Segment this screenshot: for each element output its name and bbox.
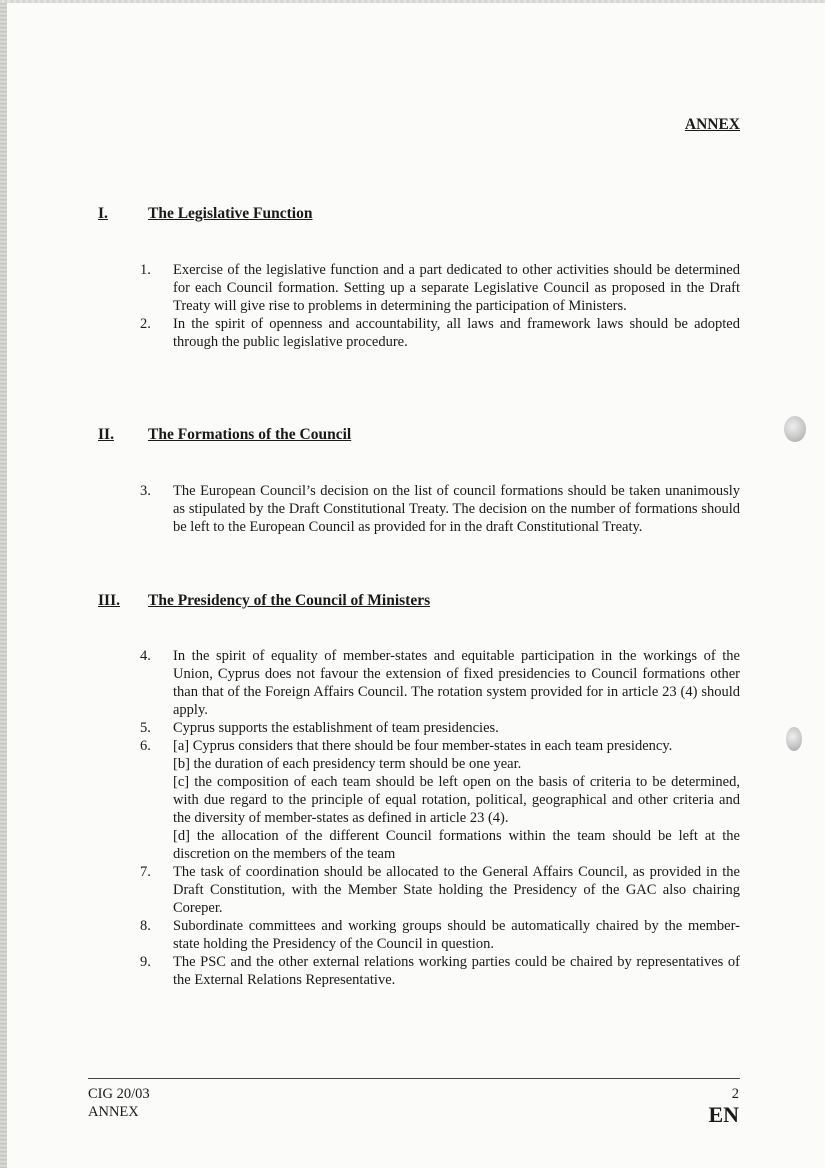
punch-hole-top bbox=[784, 416, 806, 442]
item-number: 9. bbox=[140, 954, 151, 970]
section-number: II. bbox=[98, 426, 114, 443]
item-text: In the spirit of openness and accountability, all laws and framework laws should be adopted through the public legislative procedure. bbox=[173, 316, 740, 350]
section-number: III. bbox=[98, 592, 120, 609]
item-number: 3. bbox=[140, 483, 151, 499]
section-2-items bbox=[140, 482, 740, 536]
footer-right bbox=[708, 1085, 739, 1127]
item-number: 8. bbox=[140, 918, 151, 934]
section-title: The Formations of the Council bbox=[148, 426, 352, 443]
item-text: Exercise of the legislative function and a part dedicated to other activities should be determined for each Council formation. Setting up a separate Legislative Council as proposed in the Draft Treaty will give rise to problems in determining the participation of Ministers. bbox=[173, 262, 740, 314]
item-subpara-c: [c] the composition of each team should be left open on the basis of criteria to be determined, with due regard to the principle of equal rotation, political, geographical and other criteria and the diversity of member-states as defined in article 23 (4). bbox=[173, 774, 740, 826]
item-number: 5. bbox=[140, 720, 151, 736]
item-number: 7. bbox=[140, 864, 151, 880]
item-number: 2. bbox=[140, 316, 151, 332]
list-item bbox=[140, 953, 740, 989]
footer-annex-label: ANNEX bbox=[88, 1104, 139, 1120]
footer-left bbox=[88, 1085, 150, 1121]
item-subpara-b: [b] the duration of each presidency term should be one year. bbox=[173, 756, 522, 772]
scan-left-edge bbox=[0, 0, 7, 1168]
list-item bbox=[140, 719, 740, 737]
footer-rule bbox=[88, 1078, 740, 1079]
section-heading-3 bbox=[98, 592, 430, 610]
section-title: The Presidency of the Council of Ministers bbox=[148, 592, 431, 609]
section-heading-1 bbox=[98, 205, 312, 223]
section-heading-2 bbox=[98, 426, 351, 444]
item-text: The PSC and the other external relations working parties could be chaired by representatives of the External Relations Representative. bbox=[173, 954, 740, 988]
list-item bbox=[140, 482, 740, 536]
list-item bbox=[140, 737, 740, 863]
doc-reference: CIG 20/03 bbox=[88, 1086, 150, 1102]
scan-top-edge bbox=[0, 0, 825, 3]
list-item bbox=[140, 261, 740, 315]
list-item bbox=[140, 315, 740, 351]
page-number: 2 bbox=[731, 1086, 739, 1102]
list-item bbox=[140, 917, 740, 953]
list-item bbox=[140, 863, 740, 917]
section-title: The Legislative Function bbox=[148, 205, 313, 222]
language-code: EN bbox=[708, 1102, 739, 1127]
section-1-items bbox=[140, 261, 740, 351]
item-text: The European Council’s decision on the list of council formations should be taken unanimously as stipulated by the Draft Constitutional Treaty. The decision on the number of formations should be left to the European Council as provided for in the draft Constitutional Treaty. bbox=[173, 483, 740, 535]
section-number: I. bbox=[98, 205, 108, 222]
item-subpara-a: [a] Cyprus considers that there should be four member-states in each team presidency. bbox=[173, 738, 673, 754]
item-subpara-d: [d] the allocation of the different Council formations within the team should be left at the discretion on the members of the team bbox=[173, 828, 740, 862]
item-text: In the spirit of equality of member-states and equitable participation in the workings of the Union, Cyprus does not favour the extension of fixed presidencies to Council formations other than that of the Foreign Affairs Council. The rotation system provided for in article 23 (4) should apply. bbox=[173, 648, 740, 718]
item-number: 6. bbox=[140, 738, 151, 754]
section-3-items bbox=[140, 647, 740, 989]
item-number: 1. bbox=[140, 262, 151, 278]
annex-title: ANNEX bbox=[684, 116, 740, 133]
item-number: 4. bbox=[140, 648, 151, 664]
item-text: Cyprus supports the establishment of team presidencies. bbox=[173, 720, 499, 736]
item-text: Subordinate committees and working groups should be automatically chaired by the member-state holding the Presidency of the Council in question. bbox=[173, 918, 740, 952]
list-item bbox=[140, 647, 740, 719]
punch-hole-bottom bbox=[786, 727, 802, 751]
item-text: The task of coordination should be allocated to the General Affairs Council, as provided in the Draft Constitution, with the Member State holding the Presidency of the GAC also chairing Coreper. bbox=[173, 864, 740, 916]
